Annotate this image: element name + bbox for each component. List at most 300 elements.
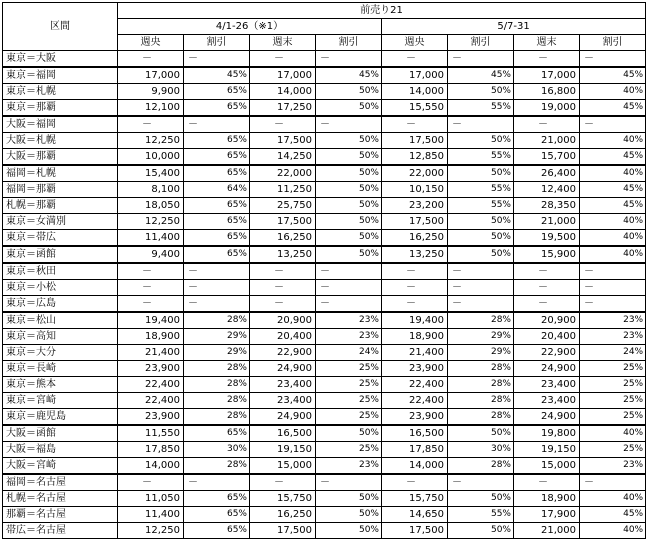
route-name: 帯広＝名古屋 bbox=[3, 523, 118, 539]
fare-cell: 11,050 bbox=[118, 491, 184, 507]
discount-cell: 29% bbox=[184, 329, 250, 345]
fare-cell: 16,500 bbox=[382, 425, 448, 442]
fare-cell: － bbox=[250, 51, 316, 68]
discount-cell: － bbox=[580, 296, 646, 313]
fare-cell: 17,500 bbox=[382, 214, 448, 230]
discount-cell: 25% bbox=[316, 393, 382, 409]
route-name: 東京＝函館 bbox=[3, 246, 118, 263]
subheader-weekend-1: 週末 bbox=[250, 35, 316, 51]
route-name: 東京＝秋田 bbox=[3, 263, 118, 280]
discount-cell: 55% bbox=[448, 149, 514, 166]
fare-cell: 23,900 bbox=[118, 361, 184, 377]
discount-cell: 45% bbox=[580, 67, 646, 84]
fare-cell: 22,900 bbox=[514, 345, 580, 361]
discount-cell: 25% bbox=[580, 393, 646, 409]
discount-cell: － bbox=[184, 296, 250, 313]
fare-cell: 21,000 bbox=[514, 133, 580, 149]
fare-cell: 14,250 bbox=[250, 149, 316, 166]
fare-cell: 16,250 bbox=[382, 230, 448, 247]
discount-cell: 45% bbox=[580, 100, 646, 117]
discount-cell: 50% bbox=[316, 133, 382, 149]
table-row bbox=[3, 214, 646, 230]
route-name: 東京＝松山 bbox=[3, 312, 118, 329]
fare-cell: 23,400 bbox=[514, 377, 580, 393]
fare-cell: 18,900 bbox=[118, 329, 184, 345]
discount-cell: － bbox=[184, 116, 250, 133]
fare-cell: 20,400 bbox=[514, 329, 580, 345]
discount-cell: 28% bbox=[448, 393, 514, 409]
table-row bbox=[3, 523, 646, 539]
fare-cell: 21,000 bbox=[514, 214, 580, 230]
discount-cell: 30% bbox=[448, 442, 514, 458]
discount-cell: 29% bbox=[184, 345, 250, 361]
fare-cell: － bbox=[514, 296, 580, 313]
discount-cell: － bbox=[580, 116, 646, 133]
fare-cell: 22,400 bbox=[382, 393, 448, 409]
fare-cell: 19,400 bbox=[118, 312, 184, 329]
discount-cell: 25% bbox=[580, 361, 646, 377]
discount-cell: 25% bbox=[316, 361, 382, 377]
fare-cell: 19,800 bbox=[514, 425, 580, 442]
discount-cell: 40% bbox=[580, 165, 646, 182]
discount-cell: 65% bbox=[184, 230, 250, 247]
discount-cell: － bbox=[448, 116, 514, 133]
discount-cell: 24% bbox=[316, 345, 382, 361]
fare-cell: 20,900 bbox=[250, 312, 316, 329]
table-row bbox=[3, 51, 646, 68]
subheader-discount-2: 割引 bbox=[316, 35, 382, 51]
discount-cell: 28% bbox=[448, 458, 514, 475]
fare-cell: － bbox=[382, 51, 448, 68]
route-name: 東京＝熊本 bbox=[3, 377, 118, 393]
discount-cell: － bbox=[184, 263, 250, 280]
fare-cell: － bbox=[514, 116, 580, 133]
table-row bbox=[3, 182, 646, 198]
fare-cell: － bbox=[382, 280, 448, 296]
table-row bbox=[3, 425, 646, 442]
discount-cell: 40% bbox=[580, 523, 646, 539]
fare-cell: 24,900 bbox=[250, 409, 316, 426]
discount-cell: 40% bbox=[580, 133, 646, 149]
route-column-header: 区間 bbox=[3, 3, 118, 51]
route-name: 福岡＝那覇 bbox=[3, 182, 118, 198]
fare-cell: － bbox=[382, 116, 448, 133]
discount-cell: 55% bbox=[448, 182, 514, 198]
discount-cell: 65% bbox=[184, 246, 250, 263]
route-name: 福岡＝札幌 bbox=[3, 165, 118, 182]
fare-cell: 14,650 bbox=[382, 507, 448, 523]
fare-cell: 21,400 bbox=[382, 345, 448, 361]
fare-cell: 16,250 bbox=[250, 507, 316, 523]
route-name: 大阪＝福島 bbox=[3, 442, 118, 458]
discount-cell: － bbox=[184, 280, 250, 296]
discount-cell: 28% bbox=[184, 361, 250, 377]
fare-cell: 24,900 bbox=[250, 361, 316, 377]
fare-cell: 12,400 bbox=[514, 182, 580, 198]
fare-cell: 12,100 bbox=[118, 100, 184, 117]
table-row bbox=[3, 263, 646, 280]
discount-cell: － bbox=[316, 296, 382, 313]
discount-cell: 45% bbox=[448, 67, 514, 84]
table-row bbox=[3, 230, 646, 247]
fare-cell: 15,750 bbox=[250, 491, 316, 507]
discount-cell: － bbox=[580, 474, 646, 491]
discount-cell: － bbox=[184, 474, 250, 491]
discount-cell: 50% bbox=[448, 230, 514, 247]
fare-cell: 13,250 bbox=[250, 246, 316, 263]
fare-cell: 22,900 bbox=[250, 345, 316, 361]
fare-cell: 19,150 bbox=[250, 442, 316, 458]
fare-cell: － bbox=[514, 280, 580, 296]
route-name: 東京＝大阪 bbox=[3, 51, 118, 68]
fare-cell: 17,900 bbox=[514, 507, 580, 523]
fare-cell: 17,000 bbox=[514, 67, 580, 84]
discount-cell: － bbox=[448, 296, 514, 313]
discount-cell: 40% bbox=[580, 425, 646, 442]
table-row bbox=[3, 84, 646, 100]
discount-cell: 65% bbox=[184, 425, 250, 442]
discount-cell: 40% bbox=[580, 491, 646, 507]
discount-cell: 24% bbox=[580, 345, 646, 361]
fare-cell: － bbox=[118, 263, 184, 280]
fare-cell: 10,000 bbox=[118, 149, 184, 166]
discount-cell: 50% bbox=[316, 165, 382, 182]
route-name: 東京＝宮崎 bbox=[3, 393, 118, 409]
route-name: 札幌＝那覇 bbox=[3, 198, 118, 214]
table-row bbox=[3, 393, 646, 409]
discount-cell: 65% bbox=[184, 133, 250, 149]
table-row bbox=[3, 116, 646, 133]
fare-cell: － bbox=[250, 474, 316, 491]
fare-cell: 11,550 bbox=[118, 425, 184, 442]
fare-cell: － bbox=[118, 116, 184, 133]
group-header: 前売り21 bbox=[118, 3, 646, 19]
discount-cell: 65% bbox=[184, 100, 250, 117]
discount-cell: 45% bbox=[580, 182, 646, 198]
table-row bbox=[3, 458, 646, 475]
fare-cell: － bbox=[514, 263, 580, 280]
subheader-weekend-2: 週末 bbox=[514, 35, 580, 51]
fare-cell: 15,000 bbox=[514, 458, 580, 475]
discount-cell: 40% bbox=[580, 230, 646, 247]
table-row bbox=[3, 345, 646, 361]
discount-cell: 40% bbox=[580, 84, 646, 100]
discount-cell: 50% bbox=[448, 165, 514, 182]
fare-cell: － bbox=[514, 474, 580, 491]
discount-cell: － bbox=[184, 51, 250, 68]
fare-cell: 20,400 bbox=[250, 329, 316, 345]
discount-cell: 50% bbox=[448, 246, 514, 263]
table-row bbox=[3, 377, 646, 393]
fare-cell: 19,400 bbox=[382, 312, 448, 329]
fare-cell: 17,850 bbox=[382, 442, 448, 458]
table-row bbox=[3, 280, 646, 296]
discount-cell: 50% bbox=[448, 133, 514, 149]
header-row-group bbox=[3, 3, 646, 19]
discount-cell: 50% bbox=[448, 491, 514, 507]
fare-cell: 17,000 bbox=[250, 67, 316, 84]
fare-cell: 23,900 bbox=[382, 361, 448, 377]
fare-cell: － bbox=[382, 474, 448, 491]
fare-cell: 12,250 bbox=[118, 214, 184, 230]
fare-cell: 13,250 bbox=[382, 246, 448, 263]
discount-cell: － bbox=[316, 263, 382, 280]
route-name: 札幌＝名古屋 bbox=[3, 491, 118, 507]
fare-cell: － bbox=[514, 51, 580, 68]
discount-cell: 28% bbox=[448, 409, 514, 426]
discount-cell: 30% bbox=[184, 442, 250, 458]
table-row bbox=[3, 409, 646, 426]
subheader-discount-4: 割引 bbox=[580, 35, 646, 51]
discount-cell: － bbox=[580, 51, 646, 68]
discount-cell: 50% bbox=[316, 84, 382, 100]
fare-cell: － bbox=[118, 296, 184, 313]
discount-cell: 25% bbox=[580, 377, 646, 393]
route-name: 東京＝長崎 bbox=[3, 361, 118, 377]
fare-cell: 24,900 bbox=[514, 361, 580, 377]
discount-cell: 64% bbox=[184, 182, 250, 198]
discount-cell: 65% bbox=[184, 491, 250, 507]
discount-cell: 45% bbox=[316, 67, 382, 84]
discount-cell: 28% bbox=[184, 312, 250, 329]
table-row bbox=[3, 133, 646, 149]
table-row bbox=[3, 198, 646, 214]
fare-cell: 22,000 bbox=[250, 165, 316, 182]
discount-cell: 29% bbox=[448, 345, 514, 361]
discount-cell: 50% bbox=[316, 198, 382, 214]
discount-cell: 28% bbox=[184, 393, 250, 409]
fare-cell: － bbox=[382, 263, 448, 280]
table-row bbox=[3, 296, 646, 313]
discount-cell: 23% bbox=[580, 458, 646, 475]
table-row bbox=[3, 67, 646, 84]
discount-cell: 23% bbox=[316, 312, 382, 329]
discount-cell: 50% bbox=[316, 182, 382, 198]
fare-cell: 17,000 bbox=[382, 67, 448, 84]
fare-cell: 19,500 bbox=[514, 230, 580, 247]
fare-cell: － bbox=[250, 116, 316, 133]
fare-cell: 15,400 bbox=[118, 165, 184, 182]
discount-cell: 65% bbox=[184, 523, 250, 539]
table-row bbox=[3, 442, 646, 458]
fare-cell: － bbox=[250, 296, 316, 313]
discount-cell: 50% bbox=[316, 425, 382, 442]
discount-cell: － bbox=[316, 116, 382, 133]
fare-table bbox=[2, 2, 646, 539]
discount-cell: 23% bbox=[316, 458, 382, 475]
fare-cell: － bbox=[250, 280, 316, 296]
fare-cell: 23,400 bbox=[250, 393, 316, 409]
route-name: 東京＝福岡 bbox=[3, 67, 118, 84]
fare-cell: 21,400 bbox=[118, 345, 184, 361]
route-name: 大阪＝札幌 bbox=[3, 133, 118, 149]
fare-cell: 18,900 bbox=[514, 491, 580, 507]
fare-cell: 15,700 bbox=[514, 149, 580, 166]
table-row bbox=[3, 507, 646, 523]
fare-cell: － bbox=[118, 280, 184, 296]
discount-cell: 28% bbox=[448, 312, 514, 329]
route-name: 東京＝鹿児島 bbox=[3, 409, 118, 426]
discount-cell: 65% bbox=[184, 149, 250, 166]
table-row bbox=[3, 100, 646, 117]
fare-cell: 21,000 bbox=[514, 523, 580, 539]
discount-cell: 28% bbox=[184, 409, 250, 426]
fare-cell: 14,000 bbox=[250, 84, 316, 100]
table-row bbox=[3, 329, 646, 345]
fare-cell: 11,400 bbox=[118, 230, 184, 247]
discount-cell: 28% bbox=[184, 377, 250, 393]
discount-cell: 23% bbox=[580, 329, 646, 345]
discount-cell: 23% bbox=[580, 312, 646, 329]
discount-cell: 45% bbox=[580, 149, 646, 166]
fare-cell: 16,500 bbox=[250, 425, 316, 442]
fare-cell: 22,400 bbox=[118, 377, 184, 393]
fare-cell: 11,250 bbox=[250, 182, 316, 198]
route-name: 東京＝札幌 bbox=[3, 84, 118, 100]
discount-cell: 29% bbox=[448, 329, 514, 345]
discount-cell: 45% bbox=[184, 67, 250, 84]
fare-cell: 17,850 bbox=[118, 442, 184, 458]
fare-cell: 26,400 bbox=[514, 165, 580, 182]
fare-cell: － bbox=[250, 263, 316, 280]
fare-cell: 15,550 bbox=[382, 100, 448, 117]
fare-cell: 9,400 bbox=[118, 246, 184, 263]
route-name: 福岡＝名古屋 bbox=[3, 474, 118, 491]
discount-cell: 40% bbox=[580, 214, 646, 230]
fare-cell: 14,000 bbox=[382, 84, 448, 100]
discount-cell: 45% bbox=[580, 507, 646, 523]
discount-cell: 50% bbox=[316, 523, 382, 539]
discount-cell: － bbox=[316, 51, 382, 68]
discount-cell: 28% bbox=[448, 361, 514, 377]
fare-cell: 17,500 bbox=[250, 133, 316, 149]
fare-cell: 20,900 bbox=[514, 312, 580, 329]
route-name: 東京＝高知 bbox=[3, 329, 118, 345]
fare-cell: － bbox=[118, 51, 184, 68]
discount-cell: 50% bbox=[316, 246, 382, 263]
fare-cell: 23,900 bbox=[118, 409, 184, 426]
fare-cell: 22,400 bbox=[382, 377, 448, 393]
fare-cell: 17,500 bbox=[250, 214, 316, 230]
fare-cell: － bbox=[382, 296, 448, 313]
discount-cell: 25% bbox=[316, 377, 382, 393]
fare-cell: 15,900 bbox=[514, 246, 580, 263]
fare-cell: 23,400 bbox=[250, 377, 316, 393]
fare-cell: 19,150 bbox=[514, 442, 580, 458]
table-row bbox=[3, 474, 646, 491]
fare-cell: 25,750 bbox=[250, 198, 316, 214]
discount-cell: 25% bbox=[316, 442, 382, 458]
fare-cell: 14,000 bbox=[382, 458, 448, 475]
discount-cell: 55% bbox=[448, 198, 514, 214]
fare-cell: 15,750 bbox=[382, 491, 448, 507]
discount-cell: － bbox=[448, 51, 514, 68]
subheader-weekday-1: 週央 bbox=[118, 35, 184, 51]
fare-cell: 19,000 bbox=[514, 100, 580, 117]
fare-cell: 22,400 bbox=[118, 393, 184, 409]
period-header-2: 5/7-31 bbox=[382, 19, 646, 35]
fare-cell: 23,900 bbox=[382, 409, 448, 426]
period-header-1: 4/1-26（※1） bbox=[118, 19, 382, 35]
route-name: 東京＝小松 bbox=[3, 280, 118, 296]
fare-cell: 24,900 bbox=[514, 409, 580, 426]
subheader-discount-3: 割引 bbox=[448, 35, 514, 51]
discount-cell: 25% bbox=[580, 442, 646, 458]
fare-cell: 16,250 bbox=[250, 230, 316, 247]
fare-cell: 11,400 bbox=[118, 507, 184, 523]
discount-cell: 50% bbox=[316, 100, 382, 117]
table-row bbox=[3, 149, 646, 166]
discount-cell: － bbox=[580, 280, 646, 296]
table-row bbox=[3, 491, 646, 507]
discount-cell: 50% bbox=[448, 84, 514, 100]
discount-cell: 50% bbox=[316, 149, 382, 166]
discount-cell: 55% bbox=[448, 100, 514, 117]
fare-cell: 8,100 bbox=[118, 182, 184, 198]
discount-cell: 25% bbox=[580, 409, 646, 426]
route-name: 東京＝帯広 bbox=[3, 230, 118, 247]
fare-cell: 16,800 bbox=[514, 84, 580, 100]
table-row bbox=[3, 165, 646, 182]
discount-cell: － bbox=[580, 263, 646, 280]
discount-cell: － bbox=[316, 280, 382, 296]
discount-cell: 65% bbox=[184, 198, 250, 214]
discount-cell: 50% bbox=[448, 214, 514, 230]
fare-cell: 18,900 bbox=[382, 329, 448, 345]
fare-table-body bbox=[3, 3, 646, 539]
discount-cell: － bbox=[448, 263, 514, 280]
discount-cell: 50% bbox=[316, 491, 382, 507]
discount-cell: 23% bbox=[316, 329, 382, 345]
fare-cell: 17,500 bbox=[250, 523, 316, 539]
route-name: 大阪＝那覇 bbox=[3, 149, 118, 166]
discount-cell: － bbox=[316, 474, 382, 491]
route-name: 東京＝那覇 bbox=[3, 100, 118, 117]
discount-cell: － bbox=[448, 280, 514, 296]
fare-cell: 12,250 bbox=[118, 523, 184, 539]
discount-cell: 65% bbox=[184, 84, 250, 100]
fare-cell: － bbox=[118, 474, 184, 491]
table-row bbox=[3, 312, 646, 329]
fare-cell: 17,250 bbox=[250, 100, 316, 117]
discount-cell: 40% bbox=[580, 246, 646, 263]
fare-cell: 15,000 bbox=[250, 458, 316, 475]
fare-cell: 17,500 bbox=[382, 133, 448, 149]
subheader-discount-1: 割引 bbox=[184, 35, 250, 51]
discount-cell: 50% bbox=[448, 523, 514, 539]
fare-cell: 23,400 bbox=[514, 393, 580, 409]
fare-cell: 10,150 bbox=[382, 182, 448, 198]
discount-cell: 28% bbox=[184, 458, 250, 475]
fare-cell: 14,000 bbox=[118, 458, 184, 475]
fare-cell: 9,900 bbox=[118, 84, 184, 100]
fare-cell: 17,500 bbox=[382, 523, 448, 539]
table-row bbox=[3, 361, 646, 377]
discount-cell: 65% bbox=[184, 165, 250, 182]
discount-cell: 28% bbox=[448, 377, 514, 393]
discount-cell: 50% bbox=[316, 214, 382, 230]
fare-cell: 17,000 bbox=[118, 67, 184, 84]
subheader-weekday-2: 週央 bbox=[382, 35, 448, 51]
discount-cell: 55% bbox=[448, 507, 514, 523]
fare-cell: 28,350 bbox=[514, 198, 580, 214]
route-name: 大阪＝函館 bbox=[3, 425, 118, 442]
table-row bbox=[3, 246, 646, 263]
discount-cell: 65% bbox=[184, 214, 250, 230]
discount-cell: 50% bbox=[316, 230, 382, 247]
route-name: 大阪＝宮崎 bbox=[3, 458, 118, 475]
route-name: 東京＝広島 bbox=[3, 296, 118, 313]
